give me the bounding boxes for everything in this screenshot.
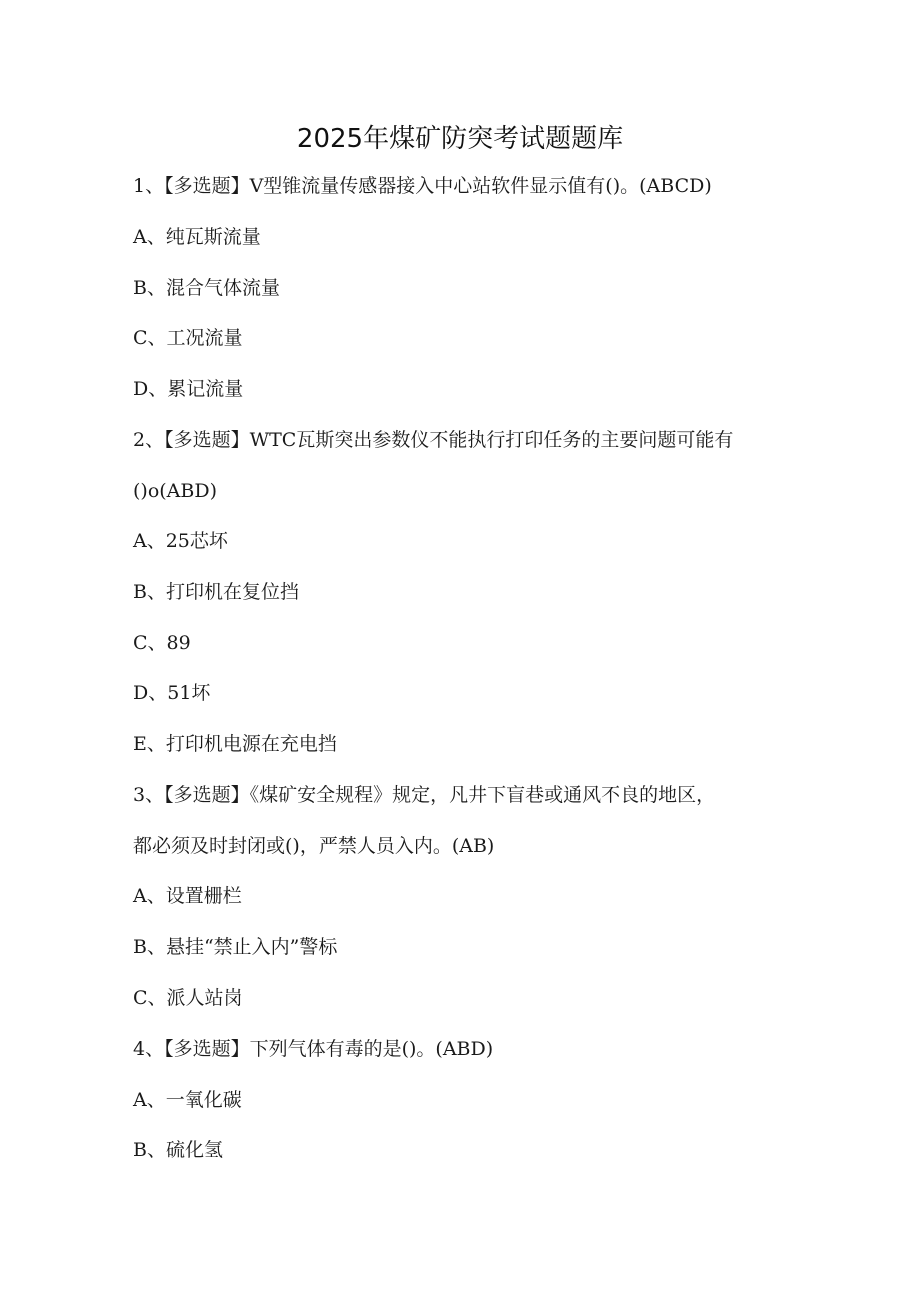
- question-2-option-d: D、51坏: [133, 682, 211, 704]
- question-1-option-c: C、工况流量: [133, 327, 243, 349]
- question-1-stem: 1、【多选题】V型锥流量传感器接入中心站软件显示值有()。(ABCD): [133, 175, 712, 197]
- question-1-option-a: A、纯瓦斯流量: [133, 226, 261, 248]
- question-2-option-c: C、89: [133, 632, 191, 654]
- question-2-option-b: B、打印机在复位挡: [133, 581, 299, 603]
- question-2-option-e: E、打印机电源在充电挡: [133, 733, 337, 755]
- question-3-option-a: A、设置栅栏: [133, 885, 242, 907]
- document-title: 2025年煤矿防突考试题题库: [296, 124, 624, 154]
- question-4-stem: 4、【多选题】下列气体有毒的是()。(ABD): [133, 1038, 494, 1060]
- question-1-option-b: B、混合气体流量: [133, 277, 280, 299]
- question-2-option-a: A、25芯坏: [133, 530, 228, 552]
- question-3-option-b: B、悬挂“禁止入内”警标: [133, 936, 338, 958]
- question-4-option-a: A、一氧化碳: [133, 1089, 242, 1111]
- question-1-option-d: D、累记流量: [133, 378, 244, 400]
- question-3-stem-continued: 都必须及时封闭或()，严禁人员入内。(AB): [133, 835, 495, 857]
- question-3-stem: 3、【多选题】《煤矿安全规程》规定，凡井下盲巷或通风不良的地区，: [133, 784, 716, 806]
- question-4-option-b: B、硫化氢: [133, 1139, 223, 1161]
- question-2-stem: 2、【多选题】WTC瓦斯突出参数仪不能执行打印任务的主要问题可能有: [133, 429, 734, 451]
- question-3-option-c: C、派人站岗: [133, 987, 243, 1009]
- question-2-stem-continued: ()o(ABD): [133, 480, 218, 502]
